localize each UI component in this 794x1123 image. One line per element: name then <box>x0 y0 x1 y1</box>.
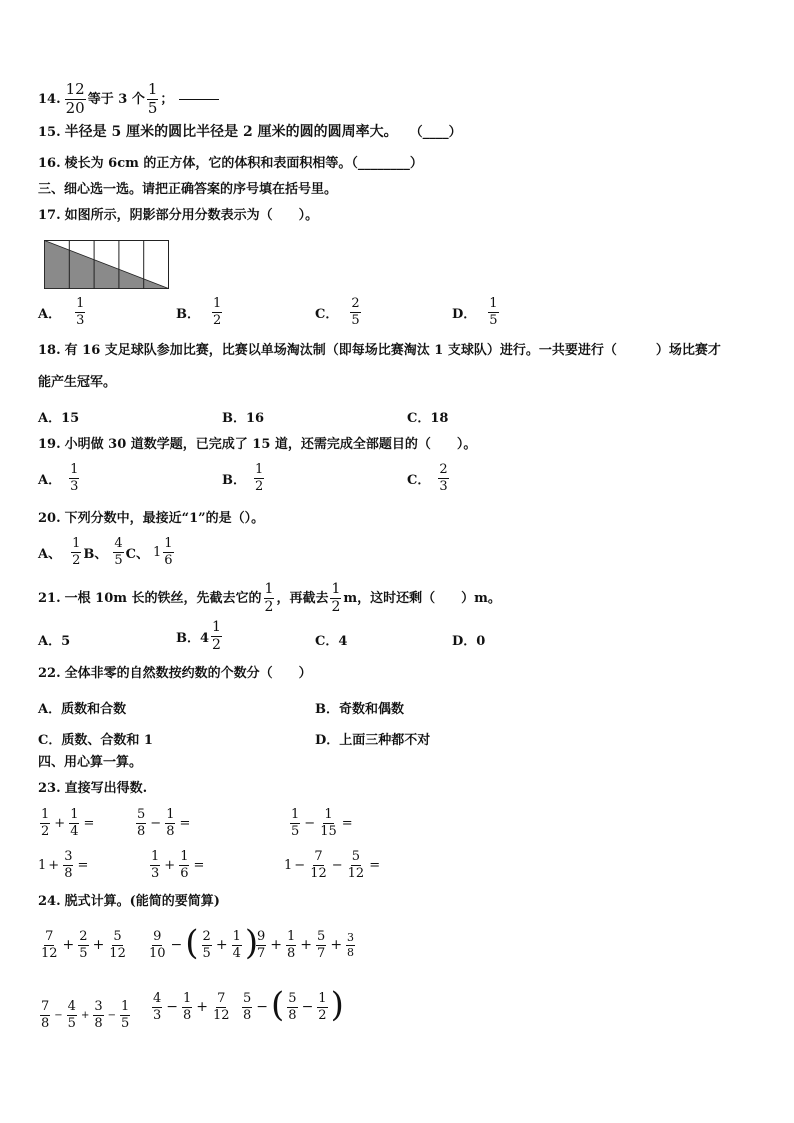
fraction: $\frac{5}{12}$ <box>109 929 126 961</box>
fraction: $\frac{1}{2}$ <box>41 807 50 839</box>
expression: $\frac{1}{2}$ + $\frac{1}{4}$ = <box>41 807 95 839</box>
expression: $\frac{4}{3}$ − $\frac{1}{8}$ + $\frac{7}{12}$ <box>153 991 230 1023</box>
question-22: 22. 全体非零的自然数按约数的个数分（ ） <box>38 666 312 681</box>
expression: $\frac{9}{7}$ + $\frac{1}{8}$ + $\frac{5}{7}$ + $\frac{3}{8}$ <box>257 929 355 961</box>
section-heading: 三、细心选一选。请把正确答案的序号填在括号里。 <box>38 182 338 197</box>
fraction: $\frac{3}{8}$ <box>64 849 73 881</box>
fraction: $\frac{7}{12}$ <box>310 849 327 881</box>
option-c[interactable]: C．质数、合数和 1 <box>38 733 153 748</box>
fraction: $\frac{1}{5}$ <box>147 80 158 117</box>
expression: $\frac{1}{5}$ − $\frac{1}{15}$ = <box>291 807 353 839</box>
fraction: $\frac{1}{2}$ <box>331 581 341 615</box>
fraction: $\frac{1}{3}$ <box>151 849 160 881</box>
fraction: $\frac{2}{5}$ <box>202 928 211 961</box>
option-b[interactable]: B． $\frac{1}{2}$ <box>176 296 222 328</box>
fraction: $\frac{2}{3}$ <box>439 462 448 494</box>
fraction: $\frac{3}{8}$ <box>347 931 355 959</box>
expression: $\frac{5}{8}$ − $\frac{1}{8}$ = <box>137 807 191 839</box>
fraction: $\frac{7}{12}$ <box>213 991 230 1023</box>
option-d[interactable]: D．上面三种都不对 <box>315 733 431 748</box>
fraction: $\frac{1}{8}$ <box>287 929 296 961</box>
fraction: $\frac{1}{6}$ <box>164 536 173 568</box>
question-17: 17. 如图所示，阴影部分用分数表示为（ ）。 <box>38 208 319 223</box>
fraction: $\frac{1}{6}$ <box>180 849 189 881</box>
fraction: $\frac{1}{2}$ <box>72 536 81 568</box>
expression: $\frac{7}{12}$ + $\frac{2}{5}$ + $\frac{5}{12}$ <box>41 929 126 961</box>
fraction: $\frac{1}{2}$ <box>318 990 327 1023</box>
question-18: 18. 有 16 支足球队参加比赛，比赛以单场淘汰制（即每场比赛淘汰 1 支球队）进行。一共要进行（ ）场比赛才 <box>38 343 721 358</box>
fraction: $\frac{1}{8}$ <box>166 807 175 839</box>
fraction: $\frac{1}{8}$ <box>183 991 192 1023</box>
question-23: 23. 直接写出得数. <box>38 781 148 796</box>
fraction: $\frac{4}{5}$ <box>67 999 76 1031</box>
option-a[interactable]: A．质数和合数 <box>38 702 127 717</box>
fraction: $\frac{4}{5}$ <box>114 536 123 568</box>
option-c[interactable]: C．4 <box>315 634 348 649</box>
expression: $\frac{5}{8}$ − ( $\frac{5}{8}$ − $\frac{1}{2}$ ) <box>243 985 344 1025</box>
fraction: $\frac{9}{10}$ <box>149 928 166 961</box>
fraction: $\frac{1}{15}$ <box>320 807 337 839</box>
question-16: 16. 棱长为 6cm 的正方体，它的体积和表面积相等。（________） <box>38 156 423 171</box>
fraction: $\frac{1}{4}$ <box>70 807 79 839</box>
fraction: $\frac{9}{7}$ <box>257 929 266 961</box>
option-c[interactable]: C． $\frac{2}{5}$ <box>315 296 360 328</box>
question-19: 19. 小明做 30 道数学题，已完成了 15 道，还需完成全部题目的（ ）。 <box>38 437 477 452</box>
fraction: $\frac{4}{3}$ <box>153 991 162 1023</box>
fraction: $\frac{1}{5}$ <box>489 296 498 328</box>
fraction: $\frac{5}{7}$ <box>317 929 326 961</box>
question-20-options[interactable]: A、 $\frac{1}{2}$ B、 $\frac{4}{5}$ C、 1 $\frac{1}{6}$ <box>38 536 173 568</box>
fraction: $\frac{2}{5}$ <box>351 296 360 328</box>
question-24: 24. 脱式计算。(能简的要简算) <box>38 894 220 909</box>
option-a[interactable]: A． $\frac{1}{3}$ <box>38 296 85 328</box>
question-15: 15. 半径是 5 厘米的圆比半径是 2 厘米的圆的圆周率大。 （____） <box>38 124 462 140</box>
fraction: $\frac{7}{8}$ <box>41 999 50 1031</box>
question-14: 14. $\frac{12}{20}$ 等于 3 个 $\frac{1}{5}$ ； <box>38 82 219 117</box>
option-a[interactable]: A．5 <box>38 634 71 649</box>
option-b[interactable]: B．4 $\frac{1}{2}$ <box>176 619 221 653</box>
fraction: $\frac{5}{8}$ <box>137 807 146 839</box>
question-21: 21. 一根 10m 长的铁丝，先截去它的 $\frac{1}{2}$ ，再截去 $\frac{1}{2}$ m，这时还剩（ ）m。 <box>38 581 501 615</box>
answer-blank[interactable] <box>179 99 219 100</box>
section-heading: 四、用心算一算。 <box>38 755 143 770</box>
fraction: $\frac{1}{3}$ <box>76 296 85 328</box>
fraction: $\frac{1}{2}$ <box>264 581 274 615</box>
answer-bracket[interactable]: （____） <box>409 124 462 140</box>
option-a[interactable]: A．15 <box>38 411 80 426</box>
fraction: $\frac{1}{5}$ <box>121 999 130 1031</box>
expression: 1 + $\frac{3}{8}$ = <box>38 849 89 881</box>
fraction: $\frac{5}{8}$ <box>288 990 297 1023</box>
expression: $\frac{7}{8}$ − $\frac{4}{5}$ + $\frac{3}{8}$ − $\frac{1}{5}$ <box>41 999 130 1031</box>
fraction: $\frac{5}{8}$ <box>243 990 252 1023</box>
option-c[interactable]: C． $\frac{2}{3}$ <box>407 462 448 494</box>
expression: 1 − $\frac{7}{12}$ − $\frac{5}{12}$ = <box>284 849 381 881</box>
option-d[interactable]: D． $\frac{1}{5}$ <box>452 296 498 328</box>
fraction: $\frac{3}{8}$ <box>94 999 103 1031</box>
fraction: $\frac{1}{2}$ <box>255 462 264 494</box>
fraction: $\frac{1}{4}$ <box>232 928 241 961</box>
fraction: $\frac{1}{2}$ <box>212 619 221 653</box>
fraction: $\frac{5}{12}$ <box>347 849 365 881</box>
question-18-continued: 能产生冠军。 <box>38 375 117 390</box>
fraction: $\frac{1}{3}$ <box>70 462 79 494</box>
shaded-rectangle-figure <box>44 240 170 290</box>
fraction: $\frac{2}{5}$ <box>79 929 88 961</box>
option-b[interactable]: B．奇数和偶数 <box>315 702 404 717</box>
option-a[interactable]: A． $\frac{1}{3}$ <box>38 462 79 494</box>
fraction: $\frac{1}{5}$ <box>291 807 300 839</box>
option-b[interactable]: B． $\frac{1}{2}$ <box>222 462 264 494</box>
option-d[interactable]: D．0 <box>452 634 486 649</box>
fraction: $\frac{1}{2}$ <box>213 296 222 328</box>
option-b[interactable]: B．16 <box>222 411 265 426</box>
expression: $\frac{9}{10}$ − ( $\frac{2}{5}$ + $\frac{1}{4}$ ) <box>149 923 259 963</box>
option-c[interactable]: C．18 <box>407 411 449 426</box>
fraction: $\frac{7}{12}$ <box>41 929 58 961</box>
expression: $\frac{1}{3}$ + $\frac{1}{6}$ = <box>151 849 205 881</box>
fraction: $\frac{12}{20}$ <box>65 80 85 117</box>
question-20: 20. 下列分数中，最接近“1”的是（）。 <box>38 511 265 526</box>
